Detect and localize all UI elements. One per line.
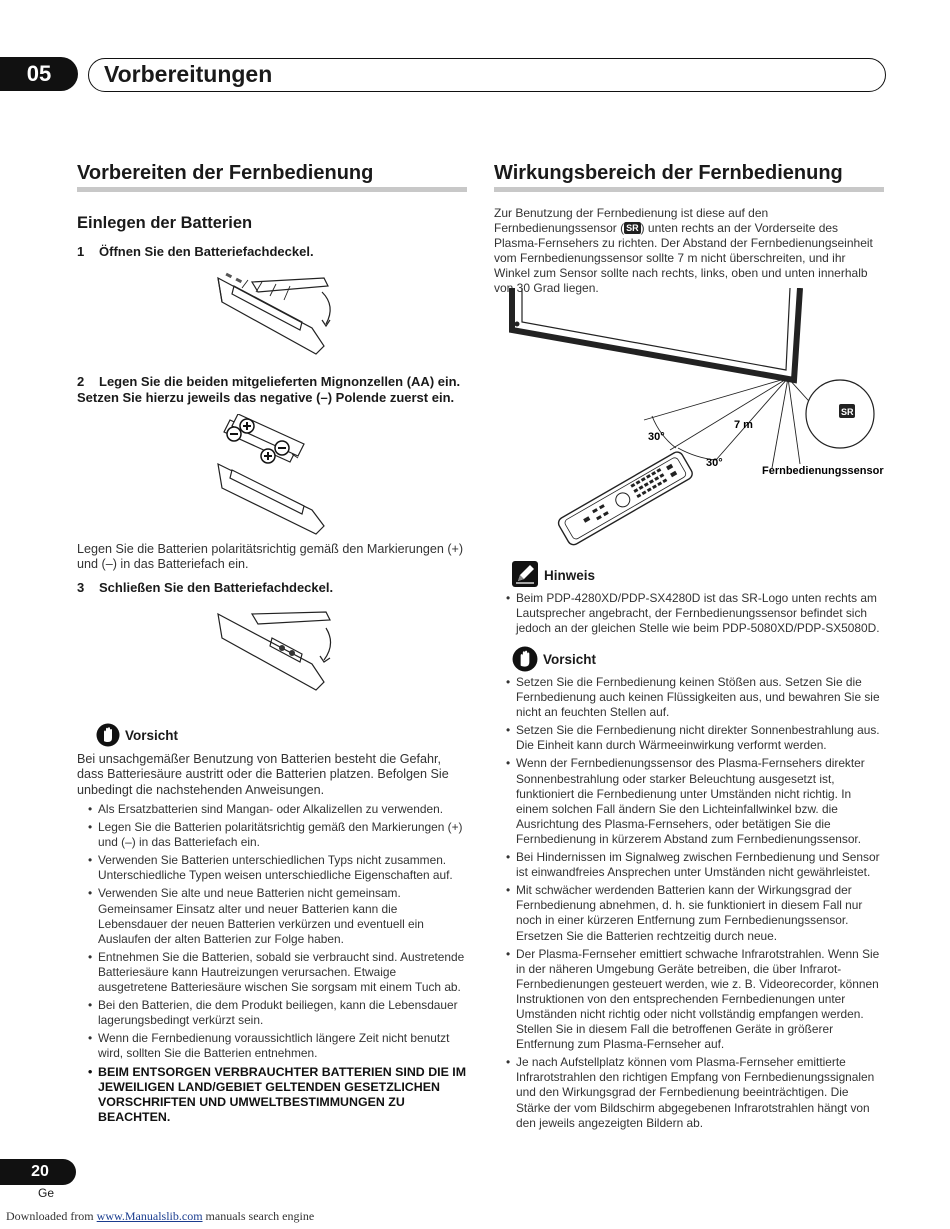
left-caution-list	[88, 802, 468, 1128]
subheading-insert-batteries: Einlegen der Batterien	[77, 214, 253, 232]
right-heading-rule	[494, 187, 884, 192]
remote-range-diagram	[494, 288, 884, 550]
list-item: • Je nach Aufstellplatz können vom Plasma-Fernseher emittierte Infrarotstrahlen den richtigen Empfang von Fernbedienungssignalen und den Wirkungsgrad der Fernbedienung beeinträchtigen. Die Stärke der vom Bildschirm abgegebenen Infrarotstrahlen hängt von den jeweils angezeigten Bildern ab.	[506, 1055, 886, 1130]
left-section-heading: Vorbereiten der Fernbedienung	[77, 162, 374, 184]
remote-range-intro	[494, 206, 884, 297]
remote-close-lid-illustration	[212, 602, 342, 694]
left-caution-intro: Bei unsachgemäßer Benutzung von Batterien besteht die Gefahr, dass Batteriesäure austritt oder die Batterien platzen. Befolgen Sie unbedingt die nachstehenden Anweisungen.	[77, 752, 449, 797]
angle-left-label: 30°	[648, 431, 665, 443]
list-item: • Beim PDP-4280XD/PDP-SX4280D ist das SR-Logo unten rechts am Lautsprecher angebracht, der Fernbedienungssensor befindet sich jedoch an der gleichen Stelle wie beim PDP-5080XD/PDP-SX5080D.	[506, 591, 886, 636]
right-caution-title: Vorsicht	[543, 652, 597, 667]
distance-label: 7 m	[734, 419, 753, 431]
tv-brand-logo: Pioneer	[649, 346, 668, 355]
step-1-text: Öffnen Sie den Batteriefachdeckel.	[99, 244, 314, 259]
download-notice	[6, 1209, 314, 1224]
step-3	[77, 580, 467, 596]
sr-logo-icon: SR	[626, 223, 639, 234]
download-suffix: manuals search engine	[202, 1209, 315, 1223]
list-item: • Entnehmen Sie die Batterien, sobald sie verbraucht sind. Austretende Batteriesäure kann Hautreizungen verursachen. Etwaige ausgetretene Batteriesäure wischen Sie sorgsam mit einem Tuch ab.	[88, 950, 468, 995]
list-item: • Der Plasma-Fernseher emittiert schwache Infrarotstrahlen. Wenn Sie in der näheren Umgebung Geräte betreiben, die über Infrarot-Fernbedienungen gesteuert werden, wie z. B. Videorecorder, können Instruktionen von den entsprechenden Fernbedienungen unter Umständen nicht richtig oder nicht vollständig empfangen werden. Stellen Sie in diesem Fall die betroffenen Geräte in größerer Entfernung zum Plasma-Fernseher auf.	[506, 947, 886, 1053]
left-caution-title: Vorsicht	[125, 728, 179, 743]
list-item: • Bei den Batterien, die dem Produkt beiliegen, kann die Lebensdauer lagerungsbedingt verkürzt sein.	[88, 998, 468, 1028]
sr-callout-logo: SR	[841, 407, 854, 417]
angle-right-label: 30°	[706, 457, 723, 469]
list-item: • Setzen Sie die Fernbedienung nicht direkter Sonnenbestrahlung aus. Die Einheit kann durch Wärmeeinwirkung verformt werden.	[506, 723, 886, 753]
step-2	[77, 374, 469, 406]
list-item: • Mit schwächer werdenden Batterien kann der Wirkungsgrad der Fernbedienung abnehmen, d. h. sie funktioniert in diesem Fall nur noch in einer kürzeren Entfernung zum Fernbedienungssensor. Ersetzen Sie die Batterien rechtzeitig durch neue.	[506, 883, 886, 943]
step-1	[77, 244, 467, 260]
hint-list	[506, 591, 886, 639]
caution-hand-icon	[96, 723, 120, 747]
list-item-disposal-warning: • BEIM ENTSORGEN VERBRAUCHTER BATTERIEN SIND DIE IM JEWEILIGEN LAND/GEBIET GELTENDEN GESETZLICHEN VORSCHRIFTEN UND UMWELTBESTIMMUNGEN ZU BEACHTEN.	[88, 1065, 468, 1125]
list-item: • Setzen Sie die Fernbedienung keinen Stößen aus. Setzen Sie die Fernbedienung auch keinen Flüssigkeiten aus, und bewahren Sie sie nicht an feuchten Stellen auf.	[506, 675, 886, 720]
list-item: • Bei Hindernissen im Signalweg zwischen Fernbedienung und Sensor ist einwandfreies Ansprechen unter Umständen nicht gewährleistet.	[506, 850, 886, 880]
list-item: • Als Ersatzbatterien sind Mangan- oder Alkalizellen zu verwenden.	[88, 802, 468, 817]
manualslib-link[interactable]: www.Manualslib.com	[96, 1209, 203, 1223]
step-1-number: 1	[77, 244, 85, 259]
list-item: • Verwenden Sie Batterien unterschiedlichen Typs nicht zusammen. Unterschiedliche Typen weisen unterschiedliche Eigenschaften auf.	[88, 853, 468, 883]
step-3-text: Schließen Sie den Batteriefachdeckel.	[99, 580, 334, 595]
right-caution-list	[506, 675, 886, 1134]
download-prefix: Downloaded from	[6, 1209, 97, 1223]
left-heading-rule	[77, 187, 467, 192]
hint-title: Hinweis	[544, 568, 596, 583]
step-3-number: 3	[77, 580, 85, 595]
page-number: 20	[0, 1159, 76, 1185]
list-item: • Verwenden Sie alte und neue Batterien nicht gemeinsam. Gemeinsamer Einsatz alter und neuer Batterien kann die Lebensdauer der neuen Batterien verkürzen und eventuell ein Auslaufen der alten Batterien zur Folge haben.	[88, 886, 468, 946]
sensor-label: Fernbedienungssensor	[762, 465, 884, 477]
remote-open-lid-illustration	[212, 266, 342, 358]
list-item: • Legen Sie die Batterien polaritätsrichtig gemäß den Markierungen (+) und (–) in das Batteriefach ein.	[88, 820, 468, 850]
step-2-text: Legen Sie die beiden mitgelieferten Mignonzellen (AA) ein. Setzen Sie hierzu jeweils das negative (–) Polende zuerst ein.	[77, 374, 461, 405]
right-section-heading: Wirkungsbereich der Fernbedienung	[494, 162, 843, 184]
chapter-number: 05	[0, 57, 78, 91]
caution-hand-icon	[512, 646, 538, 672]
note-pencil-icon	[512, 561, 538, 587]
intro-text-end: ) unten rechts an der Vorderseite des Plasma-Fernsehers zu richten. Der Abstand der Fernbedienungseinheit vom Fernbedienungssensor sollte 7 m nicht überschreiten, und ihr Winkel zum Sensor sollte nach rechts, links, oben und unten innerhalb von 30 Grad liegen.	[494, 221, 873, 296]
polarity-instruction: Legen Sie die Batterien polaritätsrichtig gemäß den Markierungen (+) und (–) in das Batteriefach ein.	[77, 542, 464, 572]
language-code: Ge	[38, 1186, 55, 1200]
intro-text-start: Zur Benutzung der Fernbedienung ist diese auf den Fernbedienungssensor (	[494, 206, 769, 236]
step-2-number: 2	[77, 374, 85, 389]
list-item: • Wenn die Fernbedienung voraussichtlich längere Zeit nicht benutzt wird, sollten Sie die Batterien entnehmen.	[88, 1031, 468, 1061]
list-item: • Wenn der Fernbedienungssensor des Plasma-Fernsehers direkter Sonnenbestrahlung oder starker Beleuchtung ausgesetzt ist, funktioniert die Fernbedienung unter Umständen nicht richtig. In einem solchen Fall ändern Sie den Lichteinfallwinkel bzw. die Ausrichtung des Plasma-Fernsehers, oder betätigen Sie die Fernbedienung in kürzerem Abstand zum Fernbedienungssensor.	[506, 756, 886, 847]
chapter-title: Vorbereitungen	[104, 61, 273, 87]
battery-insertion-illustration	[212, 414, 342, 538]
